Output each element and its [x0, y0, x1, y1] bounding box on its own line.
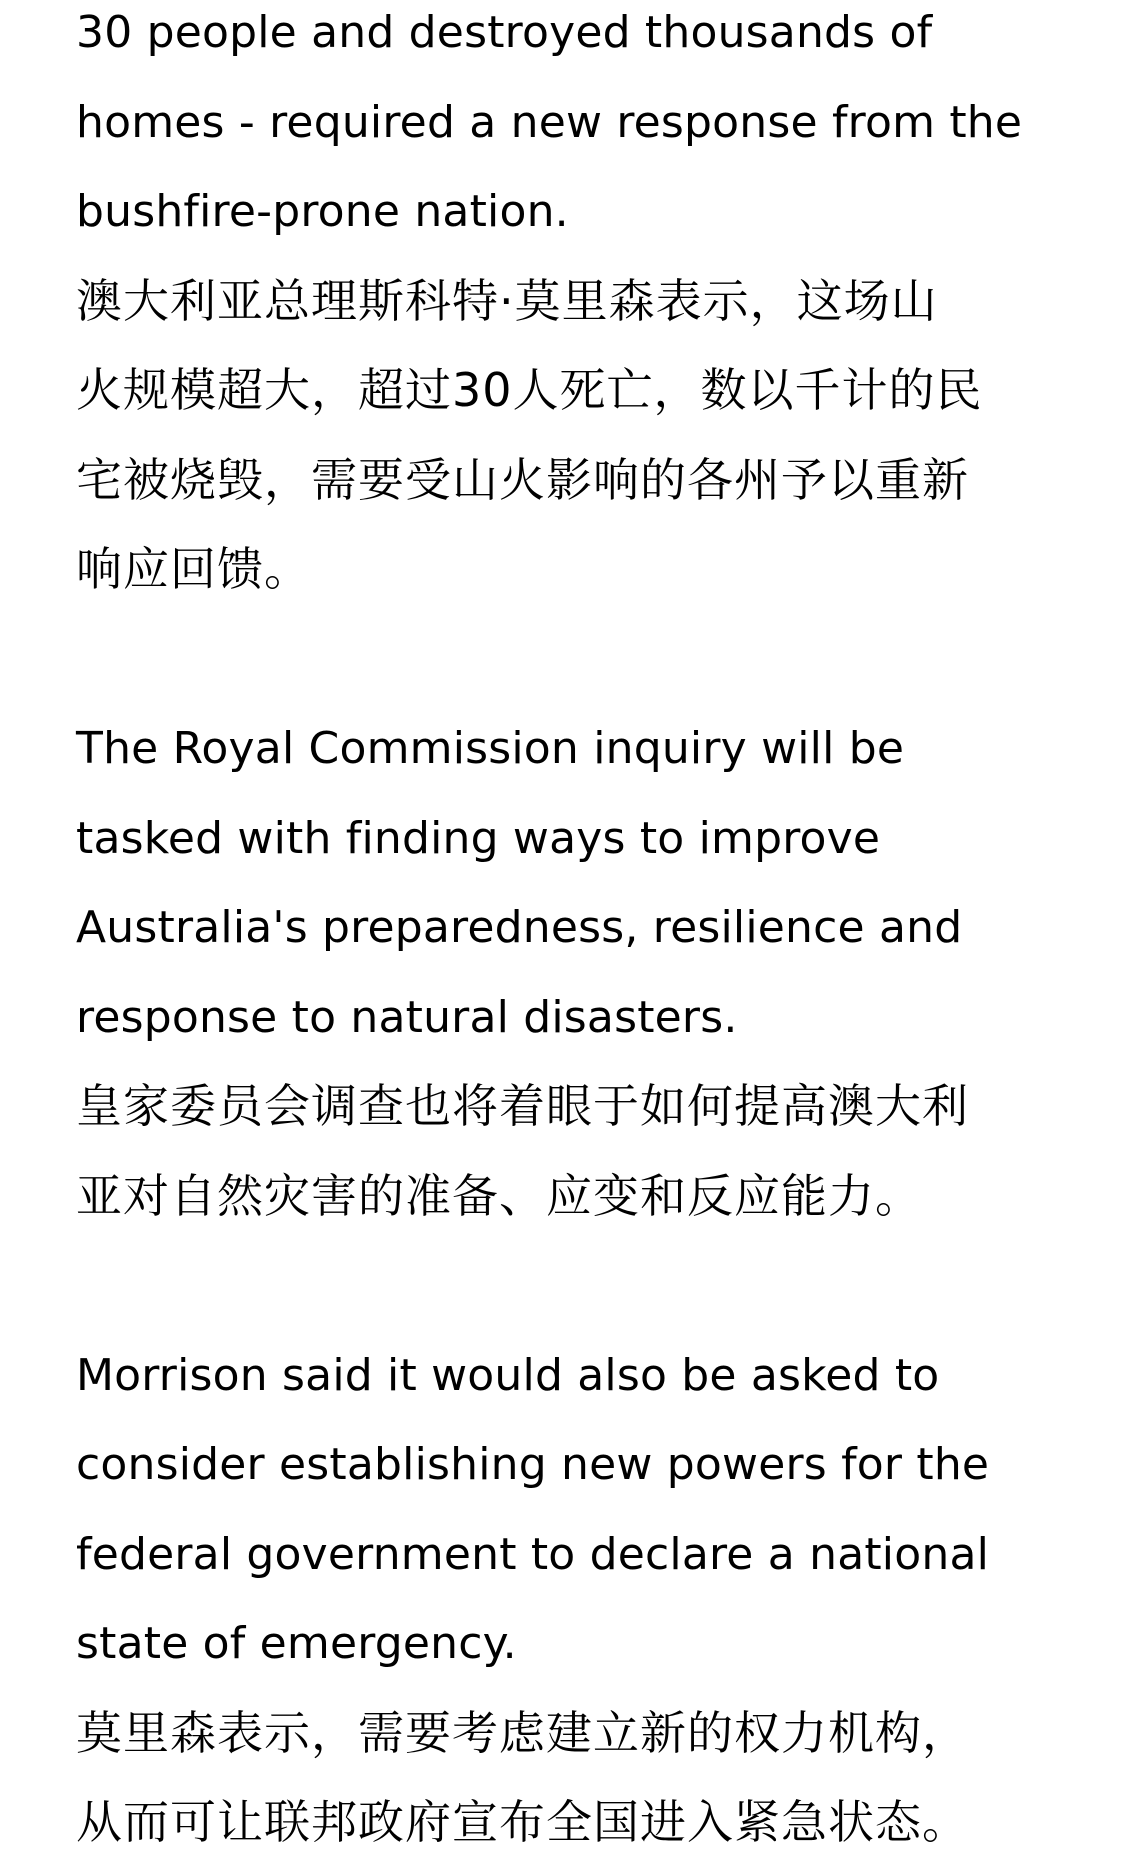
paragraph-1-chinese: [76, 257, 1076, 615]
article-body: [76, 0, 1076, 1868]
text-line: Australia's preparedness, resilience and: [76, 902, 963, 953]
text-line: 澳大利亚总理斯科特·莫里森表示，这场山: [76, 273, 938, 328]
text-line: state of emergency.: [76, 1618, 517, 1669]
text-line: 莫里森表示，需要考虑建立新的权力机构，: [76, 1705, 969, 1760]
text-line: bushfire-prone nation.: [76, 186, 569, 237]
text-line: The Royal Commission inquiry will be: [76, 723, 905, 774]
text-line: federal government to declare a national: [76, 1528, 990, 1580]
text-line: 火规模超大，超过30人死亡，数以千计的民: [76, 363, 983, 417]
text-line: 响应回馈。: [76, 542, 311, 596]
text-line: 宅被烧毁，需要受山火影响的各州予以重新: [76, 452, 969, 507]
text-line: 30 people and destroyed thousands of: [76, 7, 933, 58]
text-line: 亚对自然灾害的准备、应变和反应能力。: [76, 1168, 922, 1223]
paragraph-2-english: [76, 704, 1076, 1062]
paragraph-2-chinese: [76, 1062, 1076, 1241]
text-line: response to natural disasters.: [76, 991, 738, 1043]
text-line: 从而可让联邦政府宣布全国进入紧急状态。: [76, 1795, 969, 1849]
text-line: consider establishing new powers for the: [76, 1439, 990, 1490]
text-line: tasked with finding ways to improve: [76, 812, 881, 864]
paragraph-spacer: [76, 1241, 1076, 1331]
text-line: 皇家委员会调查也将着眼于如何提高澳大利: [76, 1079, 969, 1133]
paragraph-3-chinese: [76, 1689, 1076, 1868]
paragraph-spacer: [76, 615, 1076, 705]
paragraph-3-english: [76, 1331, 1076, 1689]
text-line: Morrison said it would also be asked to: [76, 1349, 940, 1401]
text-line: homes - required a new response from the: [76, 96, 1023, 148]
paragraph-1-english: [76, 0, 1076, 257]
